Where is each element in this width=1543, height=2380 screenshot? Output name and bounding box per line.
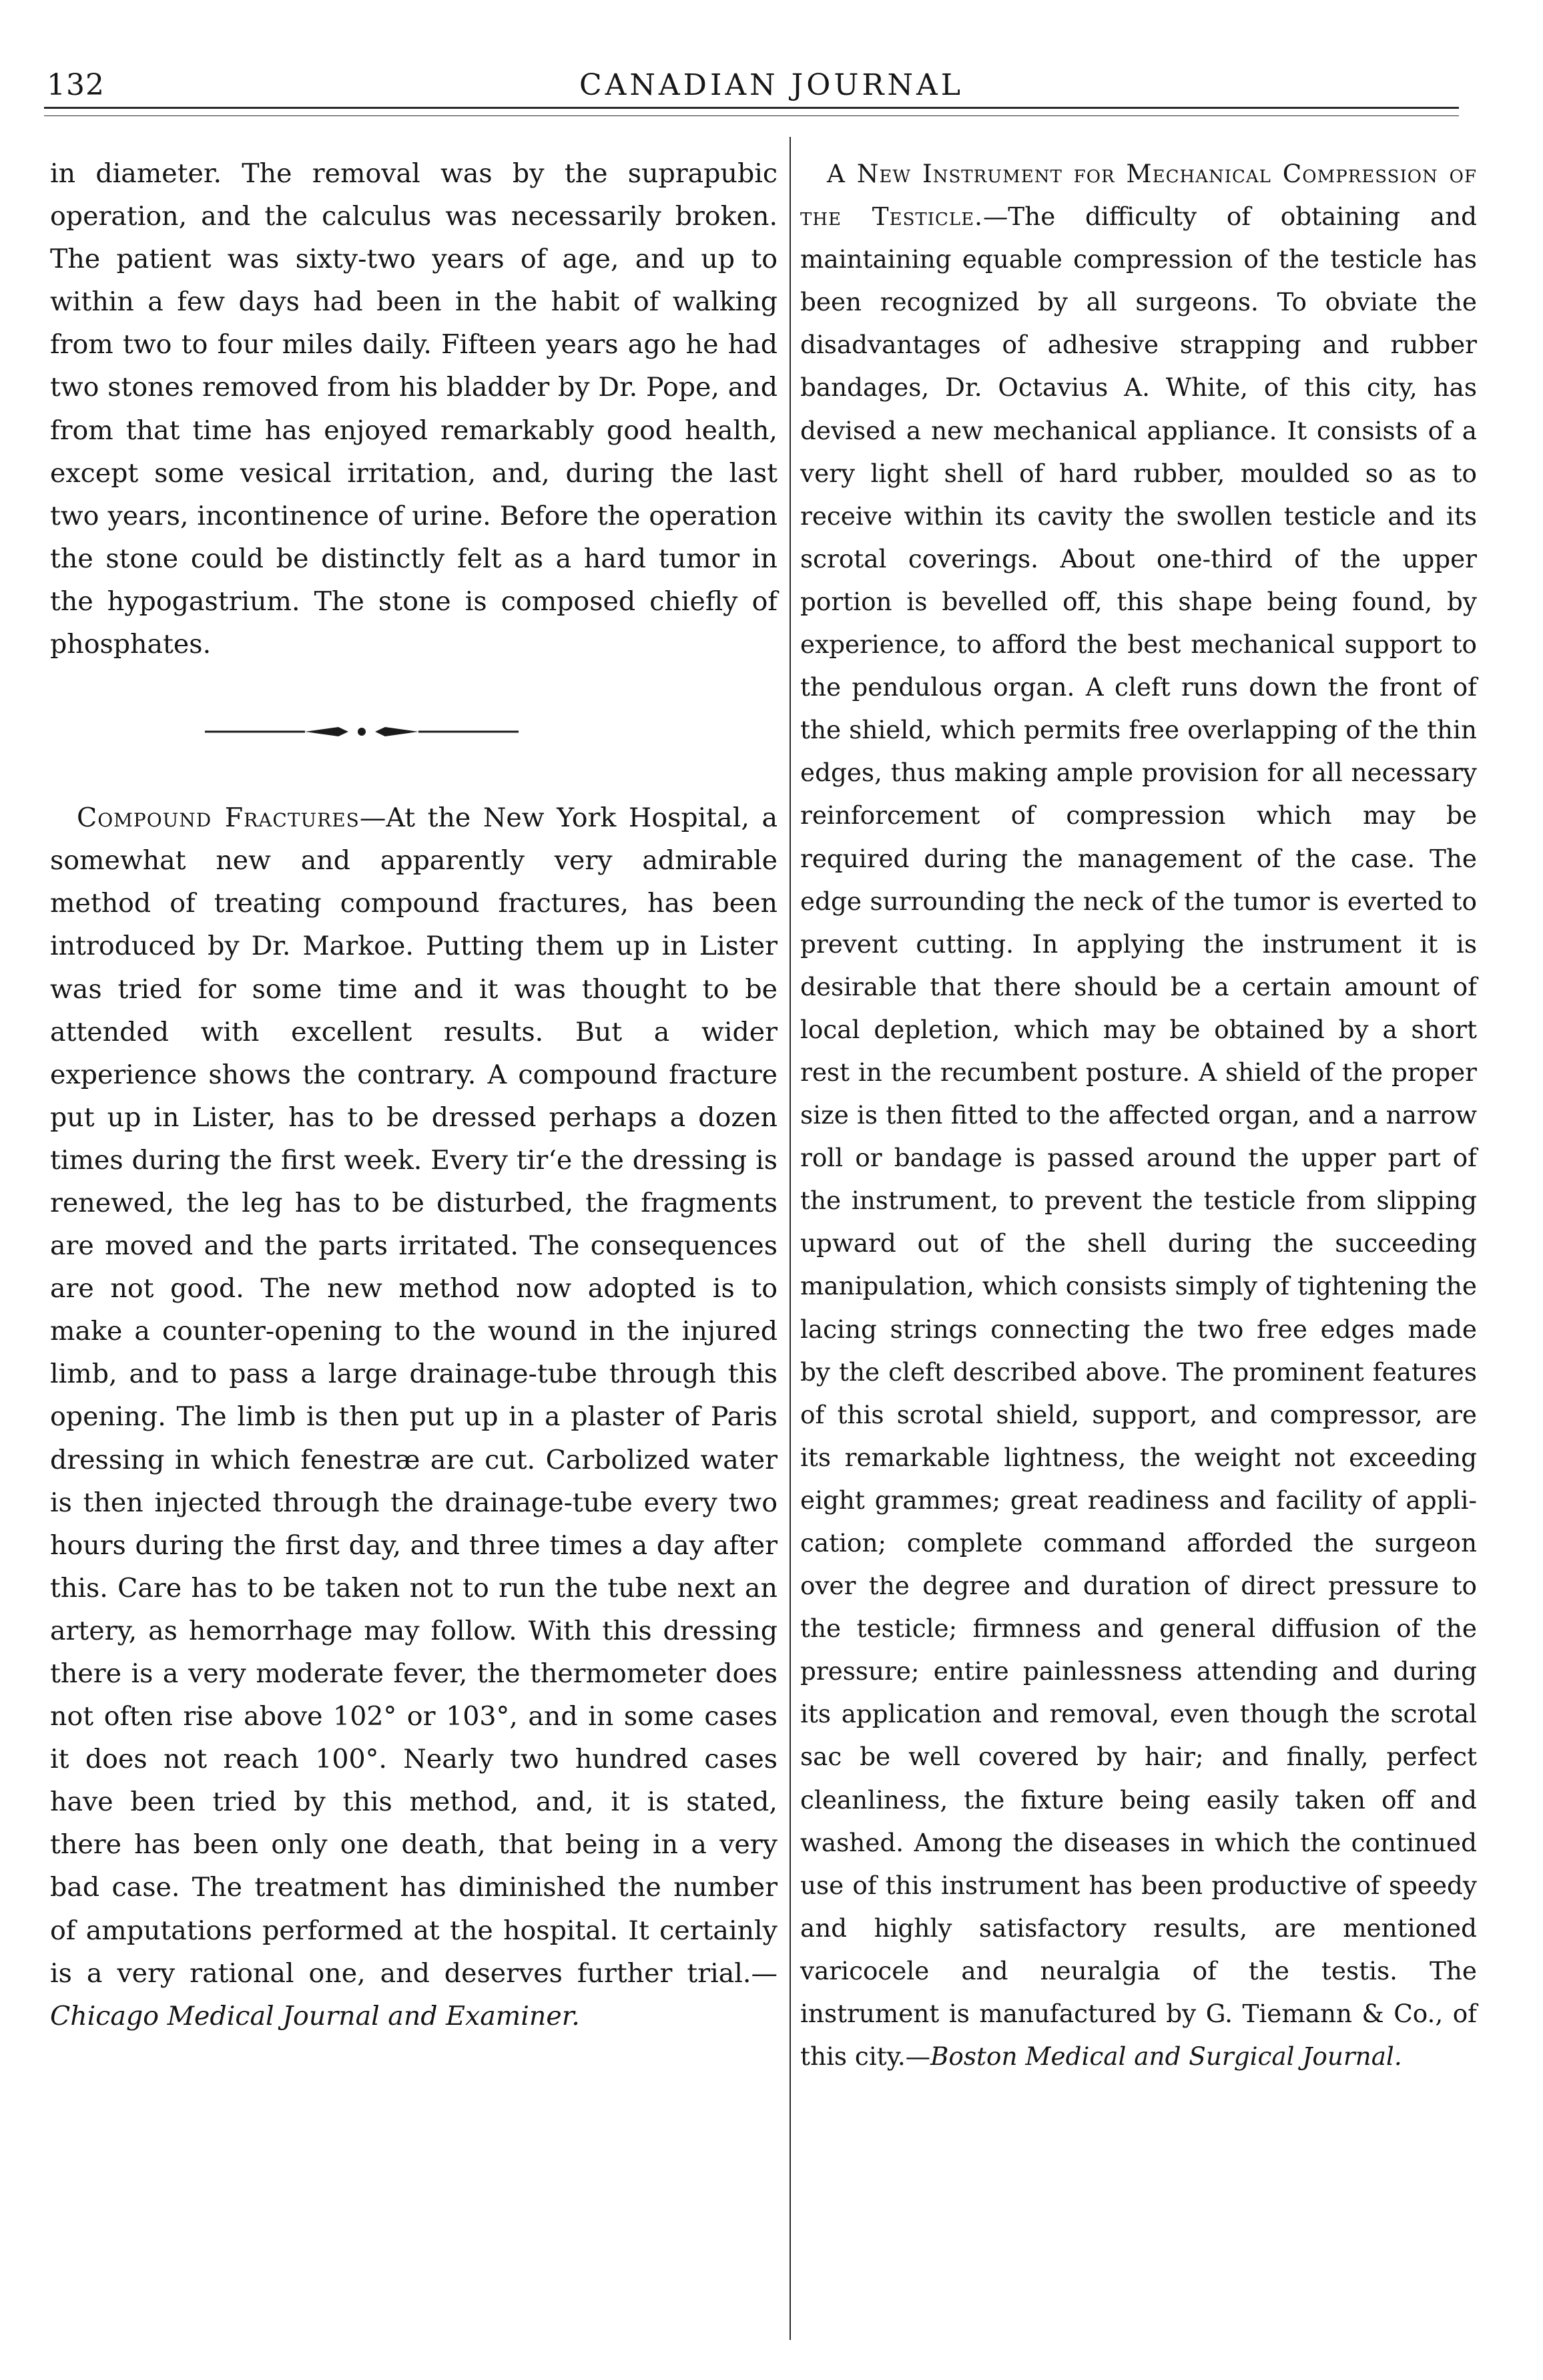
new-instrument-heading: A New Instrument for Mechanical Compression of the Testicle. — [800, 159, 1477, 232]
running-title: CANADIAN JOURNAL — [579, 68, 964, 102]
left-column — [50, 152, 778, 2038]
compound-fractures-article — [50, 796, 778, 2038]
header-rule-thin — [44, 115, 1459, 116]
header-rule — [44, 107, 1459, 109]
column-divider — [790, 137, 791, 2340]
compound-fractures-heading: Compound Fractures — [77, 802, 360, 834]
new-instrument-article — [800, 152, 1477, 2078]
section-divider-ornament-icon — [205, 719, 519, 744]
page-number: 132 — [47, 68, 105, 102]
new-instrument-source: Boston Medical and Surgical Journal. — [930, 2042, 1402, 2072]
new-instrument-body: —The difficulty of obtaining and maintaining equable compression of the testicle has been recognized by all surgeons. To obviate the disadvantages of adhesive strapping and rubber bandages, Dr. Octavius A. White, of this city, has devised a new mechanical appliance. It consists of a very light shell of hard rubber, moulded so as to receive within its cavity the swollen testicle and its scrotal coverings. About one-third of the upper portion is bevelled off, this shape being found, by experience, to afford the best mechanical support to the pendulous organ. A cleft runs down the front of the shield, which permits free overlapping of the thin edges, thus making ample provision for all necessary reinforcement of compression which may be required during the management of the case. The edge surrounding the neck of the tumor is everted to prevent cutting. In applying the instrument it is desirable that there should be a certain amount of local depletion, which may be obtained by a short rest in the recumbent posture. A shield of the proper size is then fitted to the affected organ, and a narrow roll or bandage is passed around the upper part of the instrument, to prevent the testicle from slipping upward out of the shell during the succeeding manipulation, which consists simply of tightening the lacing strings connecting the two free edges made by the cleft described above. The prominent features of this scrotal shield, support, and compressor, are its remarkable lightness, the weight not exceeding eight grammes; great readiness and facility of application; complete command afforded the surgeon over the degree and duration of direct pressure to the testicle; firmness and general diffusion of the pressure; entire painlessness attending and during its application and removal, even though the scrotal sac be well covered by hair; and finally, perfect cleanliness, the fixture being easily taken off and washed. Among the diseases in which the continued use of this instrument has been productive of speedy and highly satisfactory results, are mentioned varicocele and neuralgia of the testis. The instrument is manufactured by G. Tiemann & Co., of this city.— — [800, 202, 1477, 2072]
compound-fractures-source: Chicago Medical Journal and Examiner. — [50, 2000, 580, 2032]
intro-paragraph: in diameter. The removal was by the suprapubic operation, and the calculus was necessarily broken. The patient was sixty-two years of age, and up to within a few days had been in the habit of walking from two to four miles daily. Fifteen years ago he had two stones removed from his bladder by Dr. Pope, and from that time has enjoyed remarkably good health, except some vesical irritation, and, during the last two years, incontinence of urine. Before the operation the stone could be distinctly felt as a hard tumor in the hypogastrium. The stone is composed chiefly of phosphates. — [50, 158, 778, 660]
compound-fractures-body: —At the New York Hospital, a somewhat new and apparently very admirable method of treating compound fractures, has been introduced by Dr. Markoe. Putting them up in Lister was tried for some time and it was thought to be attended with excellent results. But a wider experience shows the contrary. A compound fracture put up in Lister, has to be dressed perhaps a dozen times during the first week. Every tir‘e the dressing is renewed, the leg has to be disturbed, the fragments are moved and the parts irritated. The consequences are not good. The new method now adopted is to make a counter-opening to the wound in the injured limb, and to pass a large drainage-tube through this opening. The limb is then put up in a plaster of Paris dressing in which fenestræ are cut. Carbolized water is then injected through the drainage-tube every two hours during the first day, and three times a day after this. Care has to be taken not to run the tube next an artery, as hemorrhage may follow. With this dressing there is a very moderate fever, the thermometer does not often rise above 102° or 103°, and in some cases it does not reach 100°. Nearly two hundred cases have been tried by this method, and, it is stated, there has been only one death, that being in a very bad case. The treatment has diminished the number of amputations performed at the hospital. It certainly is a very rational one, and deserves further trial.— — [50, 802, 778, 1989]
page-header — [0, 40, 1543, 107]
right-column — [800, 152, 1477, 2078]
